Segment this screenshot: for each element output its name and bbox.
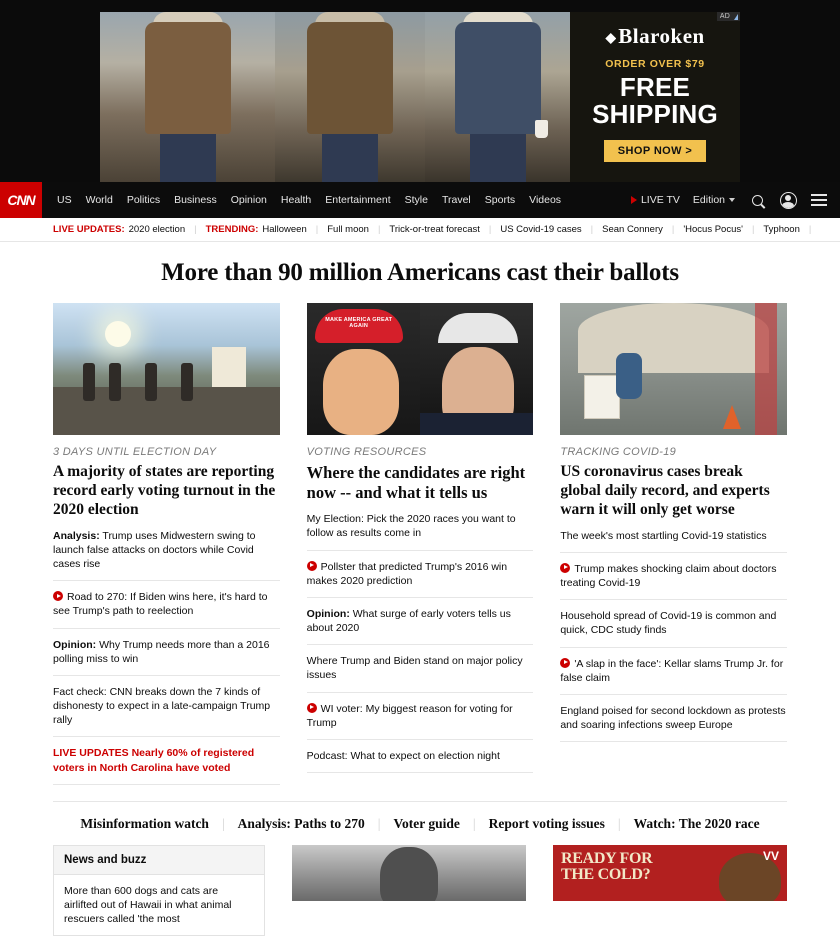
search-icon bbox=[752, 195, 763, 206]
breaking-news-ticker bbox=[0, 218, 840, 242]
item-text: Podcast: What to expect on election night bbox=[306, 749, 500, 762]
nav-item-politics[interactable]: Politics bbox=[126, 194, 161, 206]
diamond-icon bbox=[605, 33, 616, 44]
coat-figure-2 bbox=[307, 22, 393, 182]
story-headline-1[interactable]: A majority of states are reporting record early voting turnout in the 2020 election bbox=[53, 463, 276, 518]
list-item[interactable] bbox=[560, 695, 787, 742]
story-column-3 bbox=[560, 303, 787, 785]
ticker-divider: | bbox=[671, 224, 675, 235]
nav-item-videos[interactable]: Videos bbox=[529, 194, 562, 206]
story-kicker-1: 3 DAYS UNTIL ELECTION DAY bbox=[53, 446, 217, 458]
ad-photo-2 bbox=[275, 12, 425, 182]
item-text: Pollster that predicted Trump's 2016 win makes 2020 prediction bbox=[306, 560, 508, 587]
panel-text[interactable]: More than 600 dogs and cats are airlifted out of Hawaii in what animal rescuers called 'the most bbox=[64, 884, 232, 926]
ticker-item-trick-or-treat[interactable]: Trick-or-treat forecast bbox=[389, 224, 480, 235]
video-play-icon bbox=[560, 658, 570, 668]
ticker-item-halloween[interactable]: Halloween bbox=[262, 224, 307, 235]
list-item[interactable] bbox=[560, 600, 787, 647]
promo-ready-for-the-cold[interactable] bbox=[553, 845, 787, 901]
story-thumbnail-covid-tent[interactable] bbox=[560, 303, 787, 435]
item-text: Nearly 60% of registered voters in North Carolina have voted bbox=[53, 747, 255, 774]
list-item[interactable] bbox=[53, 629, 280, 676]
ticker-divider: | bbox=[488, 224, 492, 235]
ticker-divider: | bbox=[194, 224, 197, 235]
secondary-content-row bbox=[0, 845, 840, 936]
menu-icon bbox=[811, 191, 827, 209]
coffee-cup-icon bbox=[535, 120, 548, 138]
story-headline-3[interactable]: US coronavirus cases break global daily record, and experts warn it will only get worse bbox=[560, 463, 770, 518]
nav-item-world[interactable]: World bbox=[85, 194, 113, 206]
ticker-divider: | bbox=[808, 224, 812, 235]
account-button[interactable] bbox=[779, 191, 797, 209]
list-item[interactable] bbox=[560, 553, 787, 600]
list-item[interactable] bbox=[53, 676, 280, 738]
list-item[interactable] bbox=[560, 648, 787, 695]
ad-subheading: ORDER OVER $79 bbox=[605, 58, 705, 70]
ticker-live-link[interactable]: 2020 election bbox=[128, 224, 186, 235]
nav-item-entertainment[interactable]: Entertainment bbox=[325, 194, 391, 206]
nav-item-sports[interactable]: Sports bbox=[484, 194, 516, 206]
item-text: 'A slap in the face': Kellar slams Trump Jr. for false claim bbox=[560, 657, 784, 684]
list-item[interactable] bbox=[307, 740, 534, 773]
video-play-icon bbox=[307, 703, 317, 713]
chevron-down-icon bbox=[729, 198, 735, 202]
link-divider: | bbox=[221, 815, 225, 831]
page-title[interactable]: More than 90 million Americans cast their ballots bbox=[161, 259, 679, 286]
list-item[interactable] bbox=[53, 529, 280, 582]
panel-title: News and buzz bbox=[54, 846, 264, 875]
item-text: My Election: Pick the 2020 races you want to follow as results come in bbox=[306, 513, 516, 540]
item-text: Road to 270: If Biden wins here, it's hard to see Trump's path to reelection bbox=[53, 591, 268, 618]
item-text: Where Trump and Biden stand on major policy issues bbox=[306, 655, 523, 682]
video-play-icon bbox=[560, 563, 570, 573]
promo-text bbox=[561, 851, 652, 884]
list-item[interactable] bbox=[307, 693, 534, 740]
adchoices-text: AD bbox=[719, 13, 730, 20]
story-thumbnail-voters-in-line[interactable] bbox=[53, 303, 280, 435]
ticker-trending-label: TRENDING: bbox=[205, 224, 259, 235]
list-item[interactable] bbox=[560, 529, 787, 553]
item-text: Fact check: CNN breaks down the 7 kinds of dishonesty to expect in a late-campaign Trump rally bbox=[53, 685, 271, 727]
item-prefix-live: LIVE UPDATES bbox=[53, 747, 129, 760]
ticker-live-label: LIVE UPDATES: bbox=[53, 224, 125, 235]
user-icon bbox=[780, 192, 797, 209]
election-links-row bbox=[53, 801, 787, 845]
story-kicker-3: TRACKING COVID-19 bbox=[560, 446, 677, 458]
cnn-logo[interactable]: CNN bbox=[0, 182, 42, 218]
bottom-thumb-column-3 bbox=[553, 845, 787, 936]
link-misinformation-watch[interactable]: Misinformation watch bbox=[80, 815, 209, 831]
ad-copy bbox=[570, 12, 740, 182]
story-headline-2[interactable]: Where the candidates are right now -- and what it tells us bbox=[306, 463, 526, 503]
story-list-1 bbox=[53, 529, 280, 785]
link-paths-to-270[interactable]: Analysis: Paths to 270 bbox=[237, 815, 365, 831]
item-text: England poised for second lockdown as protests and soaring infections sweep Europe bbox=[560, 704, 786, 732]
item-text: The week's most startling Covid-19 statistics bbox=[560, 529, 767, 542]
ticker-divider: | bbox=[315, 224, 319, 235]
item-text: Trump makes shocking claim about doctors treating Covid-19 bbox=[560, 562, 777, 590]
edition-label: Edition bbox=[692, 194, 725, 206]
promo-line-1: READY FOR bbox=[561, 849, 653, 867]
nav-items bbox=[50, 182, 568, 218]
item-prefix: Analysis: bbox=[53, 529, 100, 542]
link-divider: | bbox=[617, 815, 621, 831]
ticker-item-sean-connery[interactable]: Sean Connery bbox=[602, 224, 663, 235]
nav-item-opinion[interactable]: Opinion bbox=[230, 194, 267, 206]
item-prefix: Opinion: bbox=[53, 638, 97, 651]
story-column-1 bbox=[53, 303, 280, 785]
news-and-buzz-panel bbox=[53, 845, 265, 936]
story-thumbnail-trump-biden[interactable] bbox=[307, 303, 534, 435]
ticker-divider: | bbox=[590, 224, 594, 235]
ad-cta-button[interactable]: SHOP NOW > bbox=[604, 140, 706, 162]
play-icon bbox=[631, 196, 637, 204]
adchoices-triangle-icon bbox=[734, 14, 738, 20]
ticker-item-typhoon[interactable]: Typhoon bbox=[763, 224, 800, 235]
ad-banner[interactable] bbox=[100, 12, 740, 182]
item-text: Household spread of Covid-19 is common and quick, CDC study finds bbox=[560, 610, 777, 637]
video-play-icon bbox=[53, 591, 63, 601]
list-item[interactable] bbox=[307, 645, 534, 692]
link-divider: | bbox=[377, 815, 381, 831]
video-play-icon bbox=[307, 561, 317, 571]
coat-figure-1 bbox=[145, 22, 231, 182]
promo-badge: VV bbox=[762, 848, 779, 863]
promo-line-2: THE COLD? bbox=[561, 866, 651, 884]
link-report-voting-issues[interactable]: Report voting issues bbox=[488, 815, 605, 831]
ticker-divider: | bbox=[377, 224, 381, 235]
ticker-item-covid-cases[interactable]: US Covid-19 cases bbox=[500, 224, 582, 235]
nav-item-us[interactable]: US bbox=[57, 194, 72, 206]
ad-brand-name: Blaroken bbox=[580, 24, 730, 49]
ad-photo-3 bbox=[425, 12, 570, 182]
item-text: WI voter: My biggest reason for voting for Trump bbox=[306, 702, 513, 729]
main-navigation-bar bbox=[0, 182, 840, 218]
adchoices-label[interactable] bbox=[717, 12, 740, 21]
item-text: Trump uses Midwestern swing to launch false attacks on doctors while Covid cases rise bbox=[53, 529, 256, 571]
bottom-thumbnail-portrait[interactable] bbox=[292, 845, 526, 901]
story-list-2 bbox=[307, 512, 534, 773]
nav-item-style[interactable]: Style bbox=[404, 194, 428, 206]
ticker-item-hocus-pocus[interactable]: 'Hocus Pocus' bbox=[683, 224, 743, 235]
list-item[interactable] bbox=[307, 512, 534, 550]
nav-item-business[interactable]: Business bbox=[174, 194, 217, 206]
trump-photo bbox=[307, 303, 420, 435]
ticker-item-full-moon[interactable]: Full moon bbox=[327, 224, 369, 235]
story-column-2 bbox=[307, 303, 534, 785]
link-divider: | bbox=[472, 815, 476, 831]
list-item[interactable] bbox=[307, 551, 534, 598]
list-item[interactable] bbox=[53, 581, 280, 628]
item-text: What surge of early voters tells us about 2020 bbox=[306, 607, 511, 635]
biden-photo bbox=[420, 303, 533, 435]
nav-item-travel[interactable]: Travel bbox=[441, 194, 471, 206]
nav-right-controls bbox=[631, 191, 828, 209]
story-list-3 bbox=[560, 529, 787, 743]
ad-headline: FREE SHIPPING bbox=[592, 72, 718, 130]
bottom-thumb-column-2 bbox=[292, 845, 526, 936]
edition-selector[interactable] bbox=[693, 194, 735, 206]
list-item[interactable] bbox=[307, 598, 534, 645]
nav-item-health[interactable]: Health bbox=[280, 194, 312, 206]
featured-stories-grid bbox=[0, 303, 840, 785]
link-watch-2020-race[interactable]: Watch: The 2020 race bbox=[633, 815, 760, 831]
advertisement-region bbox=[0, 0, 840, 182]
item-prefix: Opinion: bbox=[306, 607, 350, 620]
story-kicker-2: VOTING RESOURCES bbox=[306, 446, 427, 458]
ad-photo-1 bbox=[100, 12, 275, 182]
live-tv-button[interactable] bbox=[631, 194, 680, 206]
link-voter-guide[interactable]: Voter guide bbox=[393, 815, 460, 831]
menu-button[interactable] bbox=[810, 191, 828, 209]
search-button[interactable] bbox=[748, 191, 766, 209]
list-item[interactable] bbox=[53, 737, 280, 784]
ticker-divider: | bbox=[751, 224, 755, 235]
item-text: Why Trump needs more than a 2016 polling miss to win bbox=[53, 638, 270, 665]
live-tv-label: LIVE TV bbox=[640, 194, 680, 206]
coat-figure-3 bbox=[455, 22, 541, 182]
